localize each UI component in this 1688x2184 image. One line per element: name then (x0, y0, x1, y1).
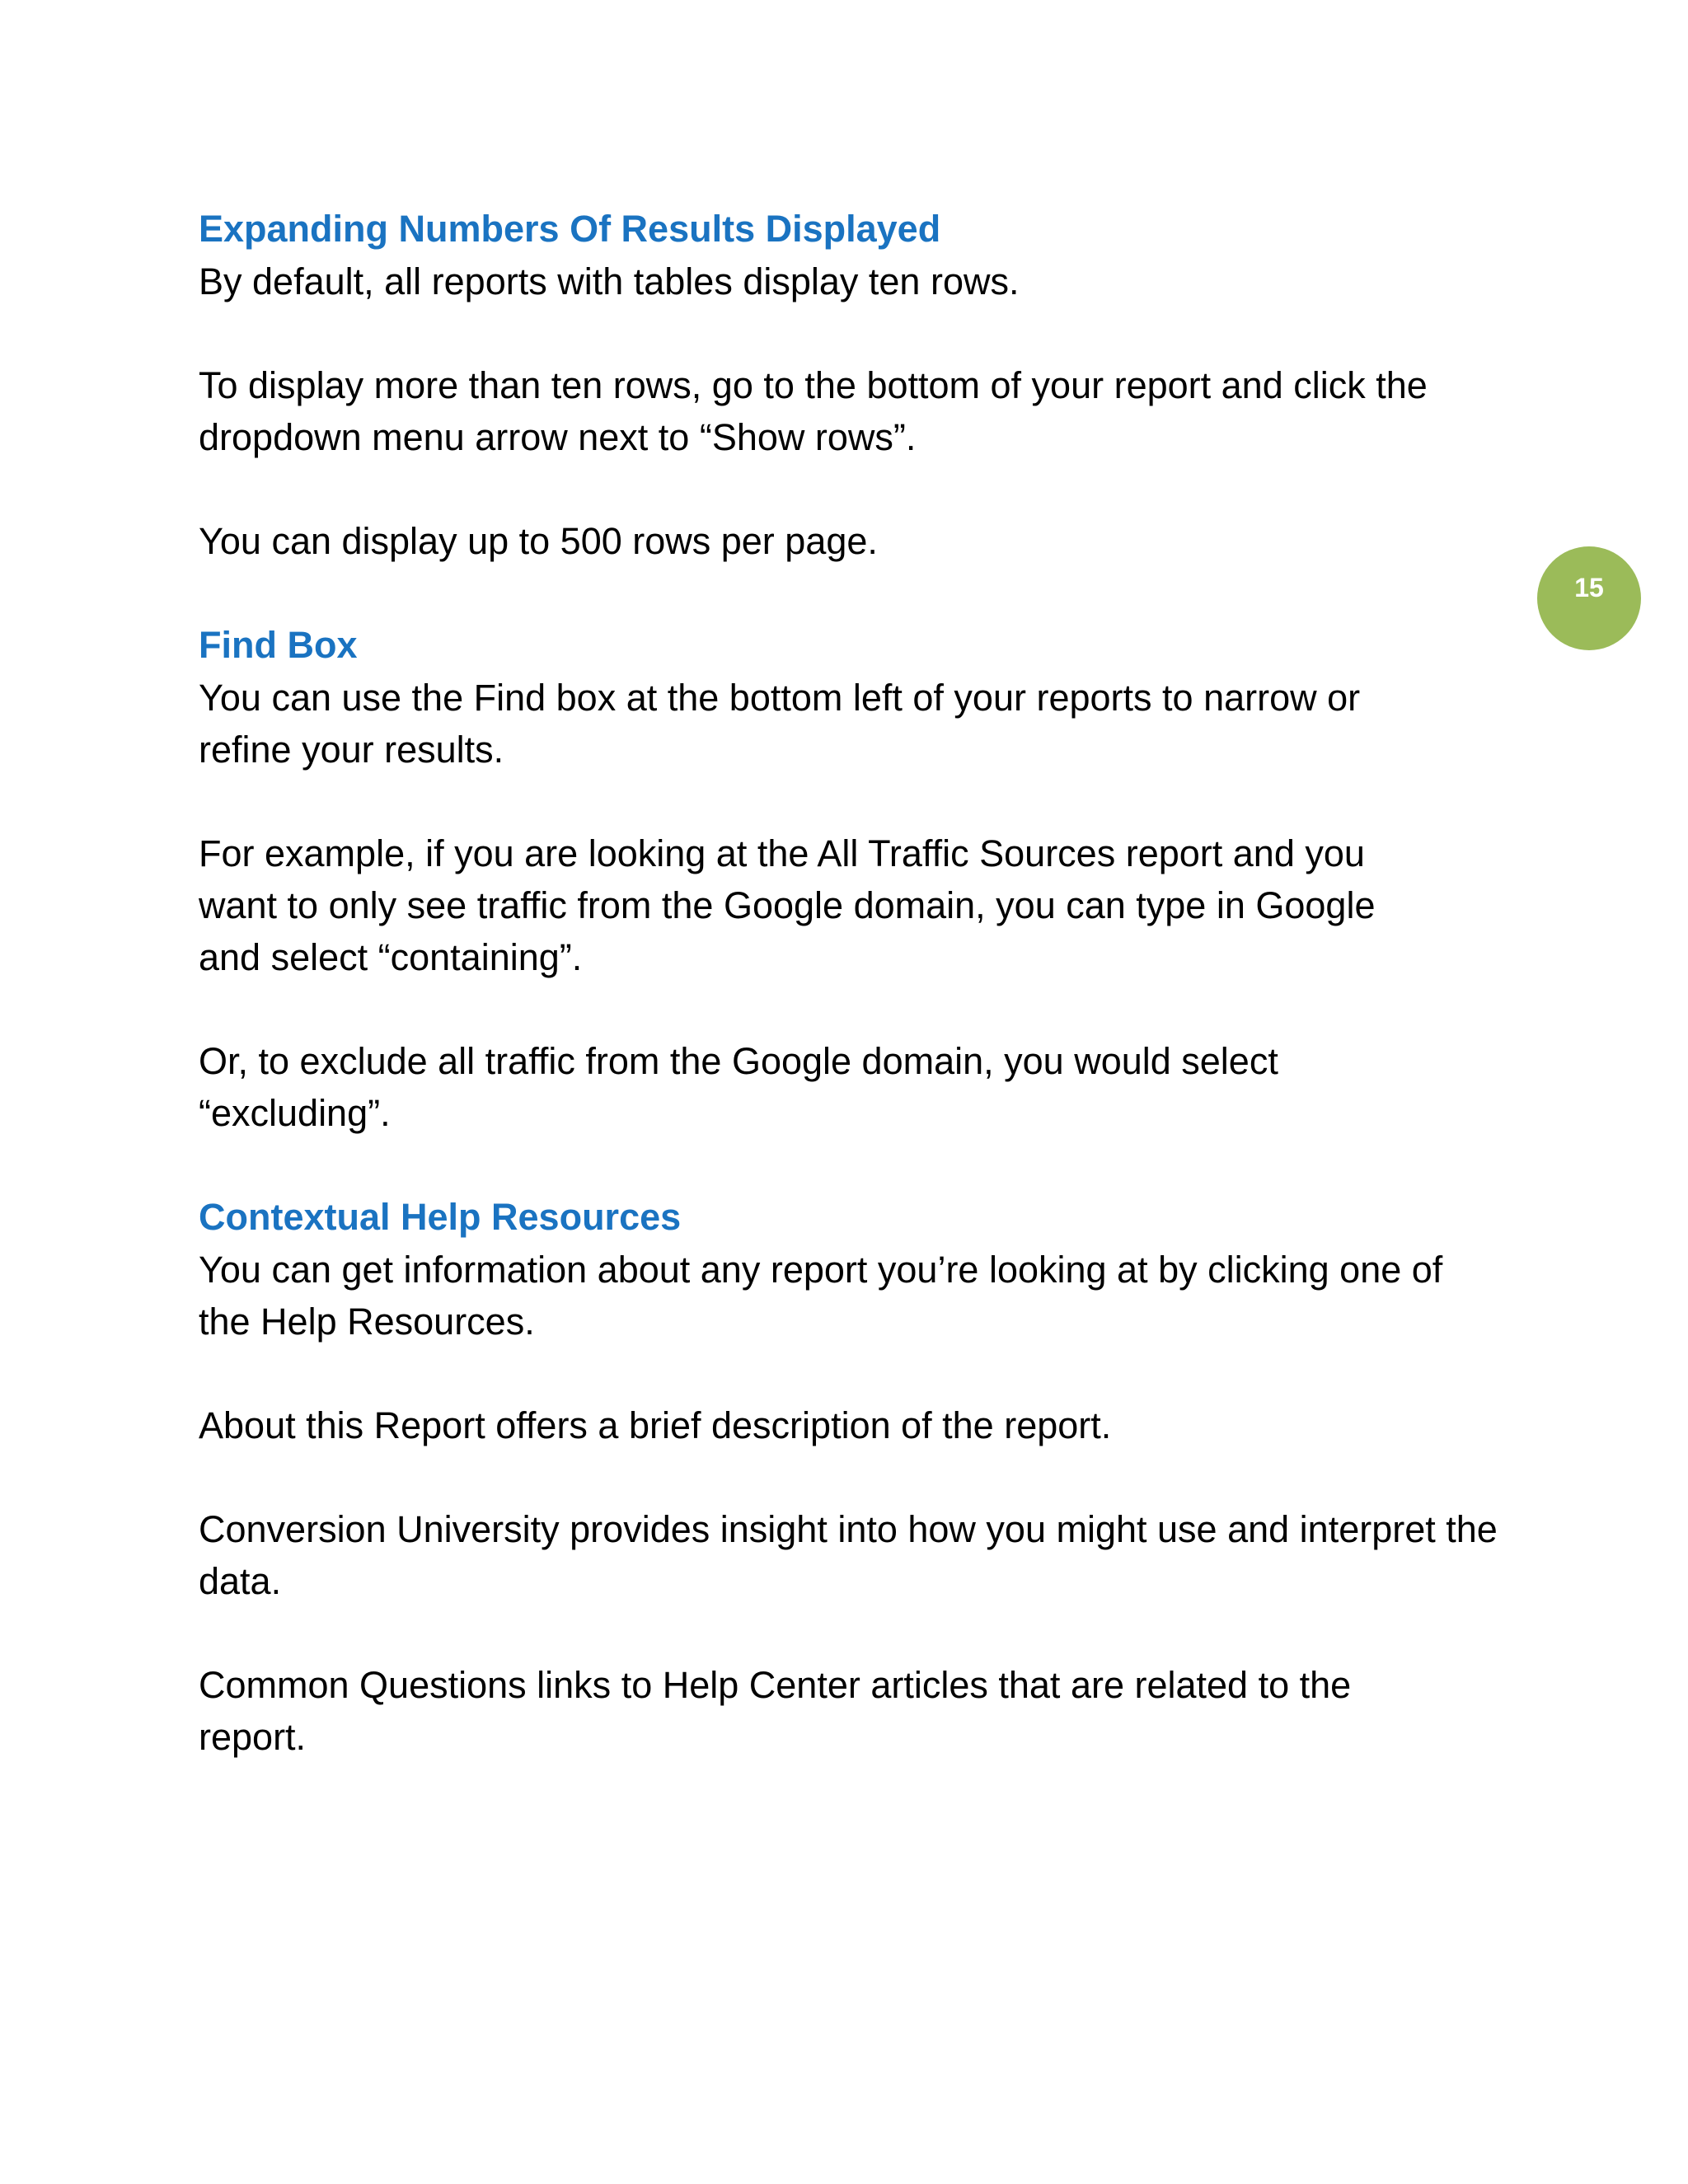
paragraph: To display more than ten rows, go to the bottom of your report and click the dropdown menu arrow next to “Show rows”. (199, 364, 1428, 458)
paragraph: About this Report offers a brief description of the report. (199, 1404, 1112, 1446)
paragraph: By default, all reports with tables display ten rows. (199, 260, 1020, 302)
paragraph: You can display up to 500 rows per page. (199, 520, 878, 562)
page-number: 15 (1574, 573, 1604, 602)
paragraph: Conversion University provides insight into how you might use and interpret the data. (199, 1508, 1498, 1602)
paragraph: For example, if you are looking at the All Traffic Sources report and you want to only see traffic from the Google domain, you can type in Google and select “containing”. (199, 832, 1376, 978)
section-heading-contextual-help: Contextual Help Resources (199, 1196, 682, 1238)
paragraph: Or, to exclude all traffic from the Google domain, you would select “excluding”. (199, 1040, 1278, 1134)
section-heading-expanding-results: Expanding Numbers Of Results Displayed (199, 208, 941, 250)
paragraph: You can use the Find box at the bottom left of your reports to narrow or refine your results. (199, 677, 1361, 771)
section-heading-find-box: Find Box (199, 624, 358, 666)
page-number-badge (1537, 546, 1641, 650)
document-body (199, 203, 1517, 1815)
paragraph: Common Questions links to Help Center articles that are related to the report. (199, 1664, 1352, 1758)
paragraph: You can get information about any report you’re looking at by clicking one of the Help Resources. (199, 1249, 1443, 1343)
